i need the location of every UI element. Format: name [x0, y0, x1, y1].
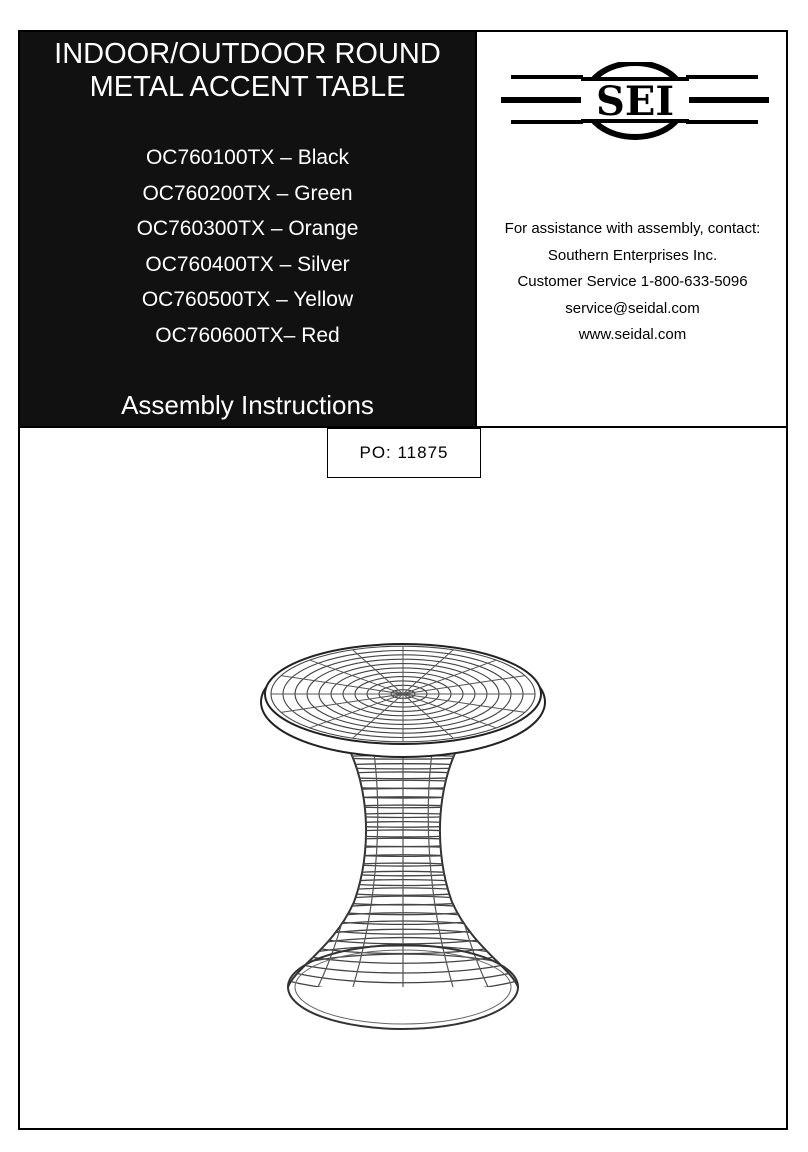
- contact-website: www.seidal.com: [578, 326, 687, 343]
- page-frame: [18, 30, 788, 1130]
- contact-panel: [475, 32, 786, 426]
- title-line-2: METAL ACCENT TABLE: [89, 71, 406, 103]
- contact-email: service@seidal.com: [565, 299, 700, 317]
- product-title: [20, 38, 475, 104]
- customer-service-phone: Customer Service 1-800-633-5096: [517, 273, 748, 290]
- wire-accent-table-illustration: [258, 602, 548, 1042]
- title-line-1: INDOOR/OUTDOOR ROUND: [54, 38, 441, 70]
- logo-text: SEI: [595, 78, 675, 125]
- assembly-instructions-heading: Assembly Instructions: [121, 390, 374, 420]
- company-name: Southern Enterprises Inc.: [547, 246, 718, 264]
- model-item: OC760100TX – Black: [145, 146, 350, 169]
- sei-logo-icon: [501, 62, 771, 142]
- model-list: [20, 140, 475, 353]
- model-item: OC760600TX– Red: [155, 323, 340, 347]
- contact-intro: For assistance with assembly, contact:: [504, 220, 761, 237]
- model-item: OC760200TX – Green: [142, 181, 353, 205]
- model-item: OC760300TX – Orange: [136, 217, 359, 240]
- model-item: OC760500TX – Yellow: [141, 288, 354, 311]
- title-panel: [20, 32, 475, 426]
- contact-info: [477, 216, 788, 349]
- model-item: OC760400TX – Silver: [145, 252, 350, 276]
- po-number-box: PO: 11875: [327, 428, 481, 478]
